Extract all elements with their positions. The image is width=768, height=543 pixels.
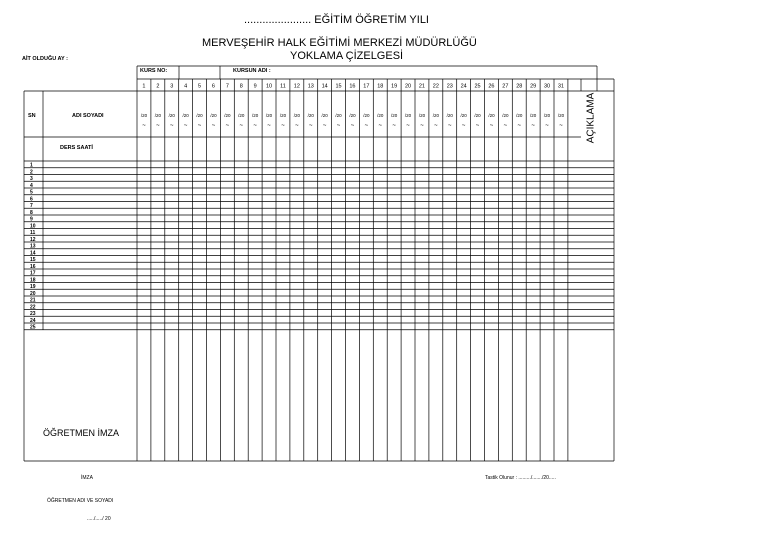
row-number: 9 bbox=[30, 216, 33, 223]
day-number: 31 bbox=[557, 83, 565, 90]
day-date-cell: /20 bbox=[530, 113, 537, 118]
day-date-cell: /20 bbox=[224, 113, 231, 118]
day-date-cell: /20 bbox=[488, 113, 495, 118]
day-number: 9 bbox=[253, 83, 257, 90]
day-number: 29 bbox=[530, 83, 537, 90]
day-date-cell: /20 bbox=[349, 113, 356, 118]
row-number: 1 bbox=[30, 162, 33, 169]
course-no-label: KURS NO: bbox=[140, 68, 168, 74]
day-date-cell: /20 bbox=[140, 113, 148, 118]
day-date-cell: /20 bbox=[516, 113, 523, 118]
day-date-cell: ~ bbox=[336, 123, 341, 129]
day-number: 3 bbox=[170, 83, 174, 90]
day-date-cell: /20 bbox=[543, 113, 551, 118]
day-number: 1 bbox=[142, 83, 146, 90]
day-date-cell: /20 bbox=[335, 113, 342, 118]
day-date-cell: /20 bbox=[196, 113, 203, 118]
row-number: 14 bbox=[30, 250, 36, 257]
day-date-cell: /20 bbox=[502, 113, 509, 118]
row-number: 24 bbox=[30, 317, 36, 324]
day-date-cell: /20 bbox=[377, 113, 384, 118]
row-number: 23 bbox=[30, 311, 36, 318]
row-number: 17 bbox=[30, 270, 36, 277]
day-date-cell: ~ bbox=[142, 123, 146, 129]
day-number: 24 bbox=[460, 83, 467, 90]
day-date-cell: /20 bbox=[210, 113, 217, 118]
day-date-cell: ~ bbox=[267, 123, 271, 129]
day-date-cell: /20 bbox=[154, 113, 161, 118]
day-number: 23 bbox=[446, 83, 453, 90]
day-number: 27 bbox=[502, 83, 509, 90]
row-number: 5 bbox=[30, 189, 33, 196]
row-number: 10 bbox=[30, 223, 36, 230]
day-date-cell: /20 bbox=[363, 113, 370, 118]
day-number: 26 bbox=[488, 83, 495, 90]
day-date-cell: ~ bbox=[545, 123, 549, 129]
row-number: 2 bbox=[30, 169, 33, 176]
month-label: AİT OLDUĞU AY : bbox=[22, 56, 68, 62]
day-date-cell: ~ bbox=[281, 123, 285, 129]
day-number: 16 bbox=[349, 83, 356, 90]
day-number: 22 bbox=[432, 83, 439, 90]
day-date-cell: ~ bbox=[169, 123, 174, 129]
day-number: 6 bbox=[211, 83, 215, 90]
day-date-cell: /20 bbox=[474, 113, 481, 118]
row-number: 13 bbox=[30, 243, 36, 250]
day-date-cell: ~ bbox=[322, 123, 327, 129]
notes-header: AÇIKLAMA bbox=[585, 92, 597, 144]
day-date-cell: ~ bbox=[197, 123, 202, 129]
day-number: 4 bbox=[184, 83, 188, 90]
day-date-cell: ~ bbox=[531, 123, 535, 129]
sn-header: SN bbox=[28, 113, 36, 119]
day-date-cell: ~ bbox=[559, 123, 563, 129]
day-date-cell: /20 bbox=[391, 113, 398, 118]
day-date-cell: /20 bbox=[279, 113, 287, 118]
day-date-cell: ~ bbox=[350, 123, 355, 129]
row-number: 18 bbox=[30, 277, 36, 284]
day-number: 28 bbox=[516, 83, 523, 90]
row-number: 19 bbox=[30, 284, 36, 291]
day-date-cell: /20 bbox=[460, 113, 467, 118]
day-date-cell: /20 bbox=[293, 113, 300, 118]
day-number: 30 bbox=[543, 83, 551, 90]
day-date-cell: /20 bbox=[238, 113, 245, 118]
day-date-cell: /20 bbox=[307, 113, 314, 118]
day-date-cell: ~ bbox=[211, 123, 216, 129]
day-number: 19 bbox=[391, 83, 398, 90]
course-name-label: KURSUN ADI : bbox=[233, 68, 271, 74]
row-number: 7 bbox=[30, 203, 33, 210]
day-date-cell: ~ bbox=[239, 123, 244, 129]
lesson-hours-label: DERS SAATİ bbox=[60, 145, 93, 151]
teacher-signature-label: ÖĞRETMEN İMZA bbox=[43, 428, 119, 438]
row-number: 12 bbox=[30, 236, 36, 243]
row-number: 20 bbox=[30, 290, 36, 297]
day-date-cell: ~ bbox=[475, 123, 480, 129]
day-number: 2 bbox=[156, 83, 160, 90]
day-date-cell: /20 bbox=[252, 113, 259, 118]
day-number: 20 bbox=[404, 83, 412, 90]
day-number: 18 bbox=[377, 83, 384, 90]
day-number: 14 bbox=[321, 83, 328, 90]
form-title: YOKLAMA ÇİZELGESİ bbox=[290, 50, 404, 62]
signature-label: İMZA bbox=[81, 475, 93, 481]
day-number: 10 bbox=[265, 83, 273, 90]
date-line: ...../...../ 20 bbox=[87, 516, 111, 522]
day-date-cell: ~ bbox=[406, 123, 410, 129]
row-number: 15 bbox=[30, 257, 36, 264]
day-date-cell: /20 bbox=[404, 113, 412, 118]
day-date-cell: ~ bbox=[503, 123, 508, 129]
day-date-cell: ~ bbox=[461, 123, 466, 129]
day-number: 17 bbox=[363, 83, 370, 90]
day-date-cell: ~ bbox=[156, 123, 160, 129]
institution-title: MERVEŞEHİR HALK EĞİTİMİ MERKEZİ MÜDÜRLÜĞÜ bbox=[202, 37, 477, 49]
day-date-cell: ~ bbox=[517, 123, 522, 129]
day-date-cell: ~ bbox=[447, 123, 452, 129]
day-number: 8 bbox=[239, 83, 243, 90]
row-number: 11 bbox=[30, 230, 36, 237]
day-date-cell: ~ bbox=[308, 123, 313, 129]
teacher-name-label: ÖĞRETMEN ADI VE SOYADI bbox=[47, 498, 114, 504]
row-number: 22 bbox=[30, 304, 36, 311]
day-number: 25 bbox=[474, 83, 481, 90]
day-number: 13 bbox=[307, 83, 314, 90]
day-number: 21 bbox=[418, 83, 426, 90]
day-date-cell: /20 bbox=[321, 113, 328, 118]
day-date-cell: ~ bbox=[364, 123, 369, 129]
day-date-cell: /20 bbox=[265, 113, 273, 118]
day-number: 15 bbox=[335, 83, 342, 90]
day-date-cell: ~ bbox=[420, 123, 424, 129]
day-date-cell: /20 bbox=[418, 113, 426, 118]
academic-year-line: ...................... EĞİTİM ÖĞRETİM YILI bbox=[244, 14, 429, 26]
day-date-cell: ~ bbox=[183, 123, 188, 129]
day-date-cell: /20 bbox=[182, 113, 189, 118]
day-number: 7 bbox=[225, 83, 229, 90]
day-date-cell: ~ bbox=[392, 123, 396, 129]
row-number: 6 bbox=[30, 196, 33, 203]
day-date-cell: ~ bbox=[295, 123, 299, 129]
day-date-cell: /20 bbox=[557, 113, 565, 118]
row-number: 21 bbox=[30, 297, 36, 304]
row-number: 3 bbox=[30, 176, 33, 183]
day-date-cell: ~ bbox=[225, 123, 230, 129]
day-number: 5 bbox=[198, 83, 202, 90]
approval-text: Tastik Olunur : ........./......./20..... bbox=[485, 475, 556, 481]
day-date-cell: /20 bbox=[168, 113, 175, 118]
row-number: 4 bbox=[30, 182, 33, 189]
row-number: 25 bbox=[30, 324, 36, 331]
day-date-cell: /20 bbox=[446, 113, 453, 118]
row-number: 16 bbox=[30, 263, 36, 270]
row-number: 8 bbox=[30, 209, 33, 216]
day-number: 12 bbox=[293, 83, 300, 90]
name-header: ADI SOYADI bbox=[72, 113, 104, 119]
day-number: 11 bbox=[280, 83, 286, 90]
day-date-cell: ~ bbox=[434, 123, 438, 129]
day-date-cell: ~ bbox=[378, 123, 383, 129]
day-date-cell: ~ bbox=[253, 123, 257, 129]
day-date-cell: ~ bbox=[489, 123, 494, 129]
day-date-cell: /20 bbox=[432, 113, 439, 118]
